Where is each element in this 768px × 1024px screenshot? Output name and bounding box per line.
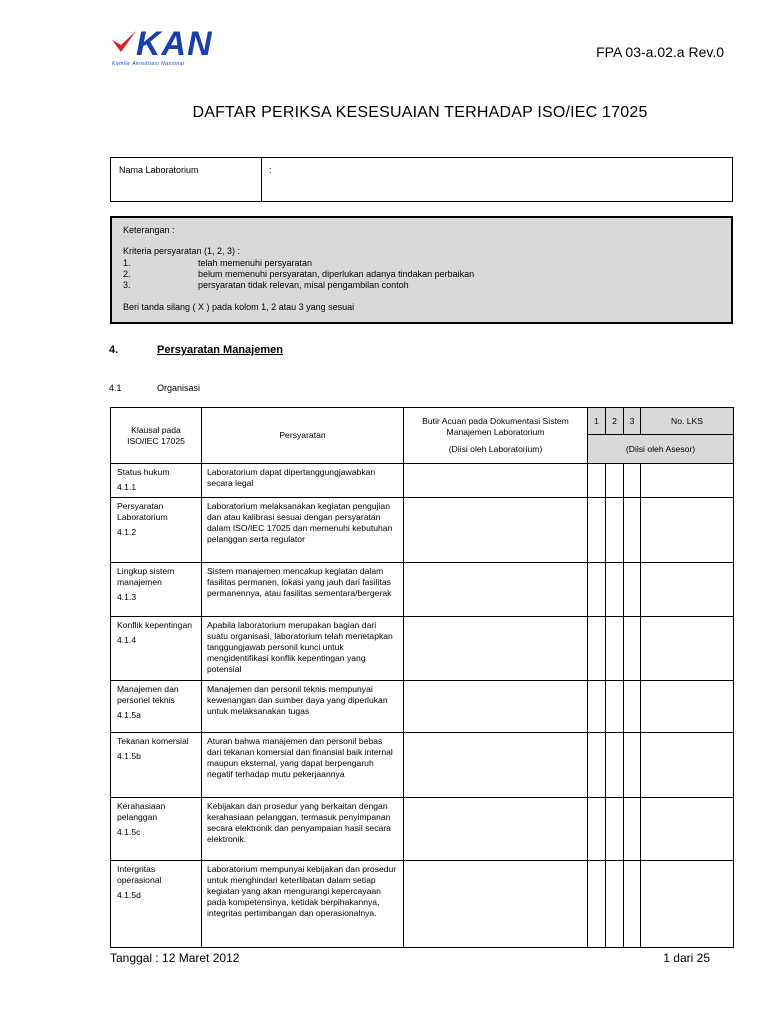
check-2-cell[interactable] — [606, 617, 624, 681]
requirements-table — [110, 407, 734, 948]
check-1-cell[interactable] — [588, 617, 606, 681]
header-butir — [404, 408, 588, 464]
klausul-name: Kerahasiaan pelanggan — [117, 801, 166, 822]
criteria-text: belum memenuhi persyaratan, diperlukan adanya tindakan perbaikan — [198, 269, 475, 279]
subsection-number: 4.1 — [109, 383, 122, 393]
butir-cell[interactable] — [404, 563, 588, 617]
klausul-number: 4.1.5d — [117, 890, 141, 900]
criteria-text: telah memenuhi persyaratan — [198, 258, 313, 268]
butir-cell[interactable] — [404, 861, 588, 948]
table-row — [111, 681, 734, 733]
persyaratan-cell: Manajemen dan personil teknis mempunyai kewenangan dan sumber daya yang diperlukan untuk melaksanakan tugas — [202, 681, 404, 733]
criteria-num: 2. — [123, 269, 131, 279]
check-3-cell[interactable] — [624, 861, 641, 948]
table-row — [111, 798, 734, 861]
klausul-cell — [111, 681, 202, 733]
persyaratan-cell: Kebijakan dan prosedur yang berkaitan dengan kerahasiaan pelanggan, termasuk penyimpanan secara elektronik dan penyampaian hasil secara elektronik. — [202, 798, 404, 861]
header-col-2: 2 — [606, 408, 624, 435]
check-1-cell[interactable] — [588, 498, 606, 563]
check-3-cell[interactable] — [624, 563, 641, 617]
check-2-cell[interactable] — [606, 563, 624, 617]
klausul-cell — [111, 563, 202, 617]
lks-cell[interactable] — [641, 498, 734, 563]
lks-cell[interactable] — [641, 681, 734, 733]
header-no-lks: No. LKS — [641, 408, 734, 435]
divider — [261, 158, 262, 201]
check-3-cell[interactable] — [624, 464, 641, 498]
subsection-title: Organisasi — [157, 383, 201, 393]
klausul-number: 4.1.1 — [117, 482, 137, 492]
check-2-cell[interactable] — [606, 861, 624, 948]
notes-title: Keterangan : — [123, 225, 175, 235]
section-number: 4. — [109, 344, 119, 356]
header-butir-title: Butir Acuan pada Dokumentasi Sistem Manajemen Laboratorium — [422, 416, 569, 437]
notes-box — [110, 216, 733, 324]
header-col-3: 3 — [624, 408, 641, 435]
lks-cell[interactable] — [641, 563, 734, 617]
check-1-cell[interactable] — [588, 563, 606, 617]
klausul-name: Manajemen dan personel teknis — [117, 684, 179, 705]
lks-cell[interactable] — [641, 798, 734, 861]
check-3-cell[interactable] — [624, 798, 641, 861]
klausul-name: Intergritas operasional — [117, 864, 162, 885]
klausul-cell — [111, 498, 202, 563]
klausul-name: Lingkup sistem manajemen — [117, 566, 175, 587]
table-row — [111, 617, 734, 681]
klausul-cell — [111, 798, 202, 861]
lab-name-label: Nama Laboratorium — [119, 165, 199, 175]
check-1-cell[interactable] — [588, 861, 606, 948]
klausul-name: Persyaratan Laboratorium — [117, 501, 168, 522]
criteria-text: persyaratan tidak relevan, misal pengambilan contoh — [198, 280, 409, 290]
document-title: DAFTAR PERIKSA KESESUAIAN TERHADAP ISO/IEC 17025 — [192, 104, 648, 121]
table-row — [111, 733, 734, 798]
butir-cell[interactable] — [404, 464, 588, 498]
klausul-name: Status hukum — [117, 467, 170, 477]
lab-name-box — [110, 157, 733, 202]
header-persyaratan: Persyaratan — [202, 408, 404, 464]
header-asesor-note: (Diisi oleh Asesor) — [588, 435, 734, 464]
butir-cell[interactable] — [404, 681, 588, 733]
check-3-cell[interactable] — [624, 733, 641, 798]
klausul-cell — [111, 861, 202, 948]
persyaratan-cell: Laboratorium melaksanakan kegiatan pengujian dan atau kalibrasi sesuai dengan persyaratan dalam ISO/IEC 17025 dan memenuhi kebutuhan pelanggan serta regulator — [202, 498, 404, 563]
klausul-number: 4.1.4 — [117, 635, 137, 645]
check-2-cell[interactable] — [606, 798, 624, 861]
klausul-cell — [111, 617, 202, 681]
klausul-number: 4.1.2 — [117, 527, 137, 537]
check-2-cell[interactable] — [606, 681, 624, 733]
check-2-cell[interactable] — [606, 464, 624, 498]
criteria-num: 3. — [123, 280, 131, 290]
table-row — [111, 464, 734, 498]
header-klausul: Klausal pada ISO/IEC 17025 — [111, 408, 202, 464]
lks-cell[interactable] — [641, 617, 734, 681]
klausul-number: 4.1.3 — [117, 592, 137, 602]
butir-cell[interactable] — [404, 798, 588, 861]
check-2-cell[interactable] — [606, 733, 624, 798]
lks-cell[interactable] — [641, 733, 734, 798]
check-3-cell[interactable] — [624, 498, 641, 563]
check-1-cell[interactable] — [588, 733, 606, 798]
check-3-cell[interactable] — [624, 617, 641, 681]
lks-cell[interactable] — [641, 861, 734, 948]
persyaratan-cell: Laboratorium mempunyai kebijakan dan prosedur untuk menghindari keterlibatan dalam setiap kegiatan yang akan mengurangi kepercayaan pada kompetensinya, ketidak berpihakannya, integritas pertimbangan dan operasionalnya. — [202, 861, 404, 948]
page-number: 1 dari 25 — [663, 951, 710, 965]
check-1-cell[interactable] — [588, 681, 606, 733]
butir-cell[interactable] — [404, 498, 588, 563]
document-code: FPA 03-a.02.a Rev.0 — [596, 44, 724, 60]
klausul-number: 4.1.5b — [117, 751, 141, 761]
butir-cell[interactable] — [404, 617, 588, 681]
logo-subtitle: Komite Akreditasi Nasional — [112, 61, 185, 67]
check-3-cell[interactable] — [624, 681, 641, 733]
table-row — [111, 563, 734, 617]
lab-name-field[interactable]: : — [269, 165, 272, 175]
klausul-name: Tekanan komersial — [117, 736, 189, 746]
header-col-1: 1 — [588, 408, 606, 435]
klausul-cell — [111, 464, 202, 498]
footer-date: Tanggal : 12 Maret 2012 — [110, 951, 240, 965]
klausul-number: 4.1.5c — [117, 827, 141, 837]
instruction-text: Beri tanda silang ( X ) pada kolom 1, 2 atau 3 yang sesuai — [123, 302, 355, 312]
criteria-label: Kriteria persyaratan (1, 2, 3) : — [123, 246, 241, 256]
criteria-num: 1. — [123, 258, 131, 268]
persyaratan-cell: Sistem manajemen mencakup kegiatan dalam fasilitas permanen, lokasi yang jauh dari fasilitas permanennya, atau fasilitas sementara/bergerak — [202, 563, 404, 617]
klausul-cell — [111, 733, 202, 798]
table-row — [111, 498, 734, 563]
kan-logo — [110, 26, 230, 70]
persyaratan-cell: Aturan bahwa manajemen dan personil bebas dari tekanan komersial dan finansial baik internal maupun eksternal, yang dapat berpengaruh negatif terhadap mutu pekerjaannya — [202, 733, 404, 798]
klausul-name: Konflik kepentingan — [117, 620, 193, 630]
check-mark-icon — [110, 28, 138, 56]
logo-text: KAN — [136, 25, 213, 63]
check-2-cell[interactable] — [606, 498, 624, 563]
header-butir-note: (Diisi oleh Laboratorium) — [448, 444, 543, 454]
persyaratan-cell: Laboratorium dapat dipertanggungjawabkan secara legal — [202, 464, 404, 498]
butir-cell[interactable] — [404, 733, 588, 798]
lks-cell[interactable] — [641, 464, 734, 498]
check-1-cell[interactable] — [588, 798, 606, 861]
check-1-cell[interactable] — [588, 464, 606, 498]
klausul-number: 4.1.5a — [117, 710, 141, 720]
table-row — [111, 861, 734, 948]
persyaratan-cell: Apabila laboratorium merupakan bagian dari suatu organisasi, laboratorium telah menetapkan tanggungjawab personil kunci untuk mengidentifikasi konflik kepentingan yang potensial — [202, 617, 404, 681]
section-title: Persyaratan Manajemen — [157, 344, 283, 356]
